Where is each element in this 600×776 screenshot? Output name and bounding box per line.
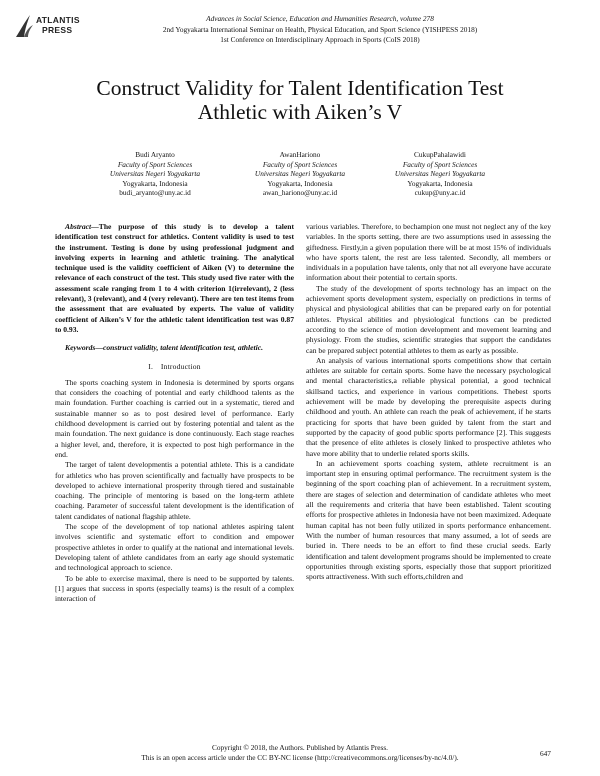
author-email[interactable]: cukup@uny.ac.id bbox=[414, 188, 466, 198]
page-number: 647 bbox=[540, 749, 551, 758]
header-conference-1: 2nd Yogyakarta International Seminar on Health, Physical Education, and Sport Science (YISHPESS 2018) bbox=[162, 24, 478, 34]
author-city: Yogyakarta, Indonesia bbox=[122, 178, 188, 188]
left-column bbox=[55, 222, 294, 604]
author-email[interactable]: awan_hariono@uny.ac.id bbox=[262, 188, 338, 198]
author-email[interactable]: budi_aryanto@uny.ac.id bbox=[119, 188, 191, 198]
author-block-1 bbox=[75, 150, 235, 198]
body-paragraph: The sports coaching system in Indonesia is determined by sports organs that considers the coaching of potential and early childhood talents as the main foundation. Further coaching is carried out in a systematic, tiered and sustainable manner so as to post desired level of performance. Early childhood development is carried out by fostering potential and talent as the main foundation. The next guidance is done continuously. Each stage reaches a higher level, and, therefore, it is expected to post high performance in the end. bbox=[55, 377, 294, 459]
body-paragraph: To be able to exercise maximal, there is need to be supported by talents. [1] argues that success in sports (especially teams) is the result of a complex interaction of bbox=[55, 573, 294, 604]
author-university: Universitas Negeri Yogyakarta bbox=[109, 169, 201, 179]
running-header bbox=[100, 14, 540, 46]
author-faculty: Faculty of Sport Sciences bbox=[262, 159, 338, 169]
author-name: AwanHariono bbox=[279, 150, 321, 159]
atlantis-logo-icon bbox=[14, 13, 34, 41]
header-proceedings: Advances in Social Science, Education and Humanities Research, volume 278 bbox=[206, 14, 434, 23]
body-paragraph: The scope of the development of top national athletes aspiring talent involves scientific and systematic effort to condition and empower prospective athletes in order to qualify at the national and international levels. Developing talent of athlete candidates from an early age should systematic and technological approach to science. bbox=[55, 522, 294, 573]
footer-copyright: Copyright © 2018, the Authors. Published by Atlantis Press. bbox=[211, 743, 388, 752]
body-paragraph: The study of the development of sports technology has an impact on the achievement sports development system, especially on predictions in terms of physical and physiological abilities that can be prepared early on for potential athletes. Physical abilities and physiological functions can be predicted according to the science of motion development and movement learning and physiology. From the studies, scientific strategies that support the candidates can be prepared subject potential athletes to them as early as possible. bbox=[306, 283, 551, 355]
abstract-label: Abstract bbox=[65, 222, 92, 231]
body-paragraph: In an achievement sports coaching system, athlete recruitment is an important step in ensuring optimal performance. The recruitment system is the beginning of the sport coaching plan of achievement. In a recruitment system, there are stages of selection and determination of candidate athletes who meet all the requirements and criteria that have been established. Talent scouting efforts for prospective athletes in Indonesia have not been maximized. Adequate human capital has not been fully utilized in sports performance enhancement. With the number of human resources that many assumed, a lot of seeds are buried in. There needs to be an effort to find these crucial seeds. Early identification and talent development programs should be implemented to create opportunities through existing sports, especially those that support prioritized sports attractiveness. With such efforts,children and bbox=[306, 458, 551, 582]
footer-license: This is an open access article under the CC BY-NC license (http://creativecommons.org/licenses/by-nc/4.0/). bbox=[141, 753, 459, 762]
author-block-2 bbox=[220, 150, 380, 198]
header-conference-2: 1st Conference on Interdisciplinary Approach in Sports (CoIS 2018) bbox=[220, 35, 420, 44]
author-name: Budi Aryanto bbox=[135, 150, 175, 159]
author-faculty: Faculty of Sport Sciences bbox=[117, 159, 193, 169]
body-paragraph: The target of talent developmentis a potential athlete. This is a candidate for athletics who has proven scientifically and factually have prospects to be developed to achieve international prosperity through tiered and sustainable coaching. The principle of mentoring is based on the long-term athlete coaching. Parameter of successful talent development is the identification of talent candidates of national flagship athlete. bbox=[55, 460, 294, 521]
atlantis-press-logo bbox=[14, 13, 94, 43]
author-city: Yogyakarta, Indonesia bbox=[407, 178, 473, 188]
body-paragraph: An analysis of various international sports competitions show that certain athletes are suitable for certain sports. Some have the necessary psychological and mental characteristics,a reliable physical potential, a good technical skillsand tactics, and experience in various competitions. Thebest sports achievement will be made by developing the prerequisite aspects during childhood and youth. An athlete can reach the peak of achievement, if he starts practicing for sports that have been guided by talent from the start and supported by the capacity of good public sports performance [2]. This suggests that the presence of elite athletes is closely linked to prospective athletes who have more ability that to underlie related sports skills. bbox=[306, 355, 551, 458]
author-university: Universitas Negeri Yogyakarta bbox=[254, 169, 346, 179]
body-paragraph: various variables. Therefore, to bechampion one must not neglect any of the key variables. In the sports setting, there are two assumptions used in assessing the giftedness. Firstly,in a given population there will be at most 15% of individuals who have sports talent, the rest are less talented. Secondly, all members or individuals in a population have talents, only that not all everyone have accurate information about their potential to certain sports. bbox=[306, 222, 551, 283]
abstract bbox=[55, 222, 294, 335]
title-line-2: Athletic with Aiken’s V bbox=[197, 100, 403, 124]
copyright-footer bbox=[60, 743, 540, 763]
paper-title bbox=[40, 76, 560, 124]
abstract-text: —The purpose of this study is to develop a talent identification test construct for athletics. Content validity is used to test the instrument. Testing is done by using professional judgment and involving experts in learning and athletic training. The analytical technique used is the validity coefficient of Aiken (V) to determine the relevance of each construct of the test. This study used five rater with the assessment scale ranging from 1 to 4 with criterion 1(irrelevant), 2 (less relevant), 3 (relevant), and 4 (very relevant). There are ten test items from the assessment that are evaluated by experts. The value of validity coefficient of Aiken’s V for the athletic talent identification test was 0.87 to 0.93. bbox=[55, 222, 294, 334]
author-university: Universitas Negeri Yogyakarta bbox=[394, 169, 486, 179]
logo-text-line2: PRESS bbox=[42, 25, 73, 35]
author-faculty: Faculty of Sport Sciences bbox=[402, 159, 478, 169]
author-name: CukupPahalawidi bbox=[414, 150, 466, 159]
title-line-1: Construct Validity for Talent Identification Test bbox=[96, 76, 504, 100]
author-city: Yogyakarta, Indonesia bbox=[267, 178, 333, 188]
author-block-3 bbox=[360, 150, 520, 198]
right-column bbox=[306, 222, 551, 582]
section-heading-introduction: I. Introduction bbox=[148, 361, 201, 371]
keywords: Keywords—construct validity, talent identification test, athletic. bbox=[65, 343, 263, 353]
logo-text-line1: ATLANTIS bbox=[36, 15, 80, 25]
